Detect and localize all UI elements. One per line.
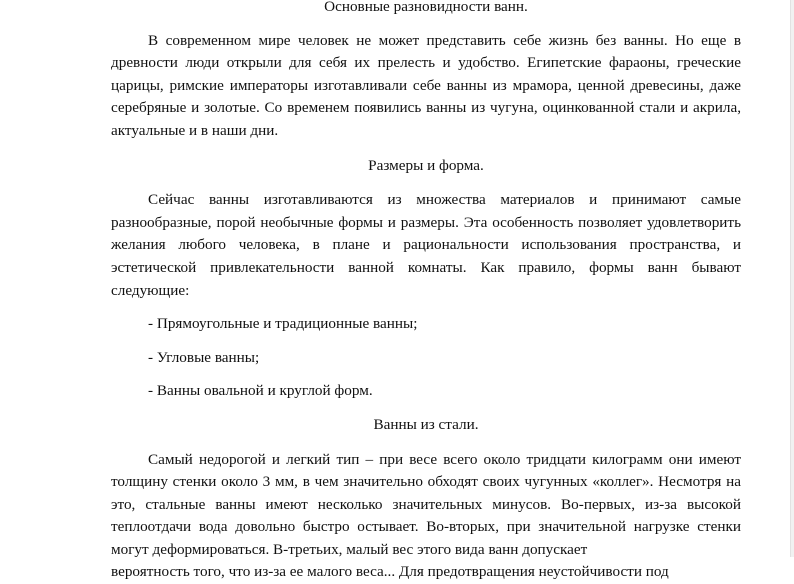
section-heading-steel: Ванны из стали. [373, 415, 479, 433]
size-shape-paragraph: Сейчас ванны изготавливаются из множества материалов и принимают самые разнообразные, порой необычные формы и размеры. Эта особенность позволяет удовлетворить желания любого человека, в плане и рациональности использования пространства, и эстетической привлекательности ванной комнаты. Как правило, формы ванн бывают следующие: [111, 191, 741, 299]
cut-off-line [111, 561, 741, 584]
steel-paragraph-cutoff: вероятность того, что из-за ее малого веса... Для предотвращения неустойчивости под [111, 563, 669, 581]
list-item-corner: - Угловые ванны; [148, 348, 260, 366]
list-item-oval-round: - Ванны овальной и круглой форм. [148, 382, 373, 400]
steel-paragraph: Самый недорогой и легкий тип – при весе всего около тридцати килограмм они имеют толщину стенки около 3 мм, в чем значительно обходят своих чугунных «коллег». Несмотря на это, стальные ванны имеют несколько значительных минусов. Во-первых, из-за высокой теплоотдачи вода довольно быстро остывает. Во-вторых, при значительной нагрузке стенки могут деформироваться. В-третьих, малый вес этого вида ванн допускает [111, 450, 741, 558]
section-heading-size-shape: Размеры и форма. [368, 156, 484, 174]
page-edge [790, 0, 794, 557]
list-item-rectangular: - Прямоугольные и традиционные ванны; [148, 315, 418, 333]
document-title: Основные разновидности ванн. [324, 0, 528, 15]
document-body [111, 0, 741, 584]
intro-paragraph: В современном мире человек не может представить себе жизнь без ванны. Но еще в древности люди открыли для себя их прелесть и удобство. Египетские фараоны, греческие царицы, римские императоры изготавливали себе ванны из мрамора, ценной древесины, даже серебряные и золотые. Со временем появились ванны из чугуна, оцинкованной стали и акрила, актуальные и в наши дни. [111, 31, 741, 139]
